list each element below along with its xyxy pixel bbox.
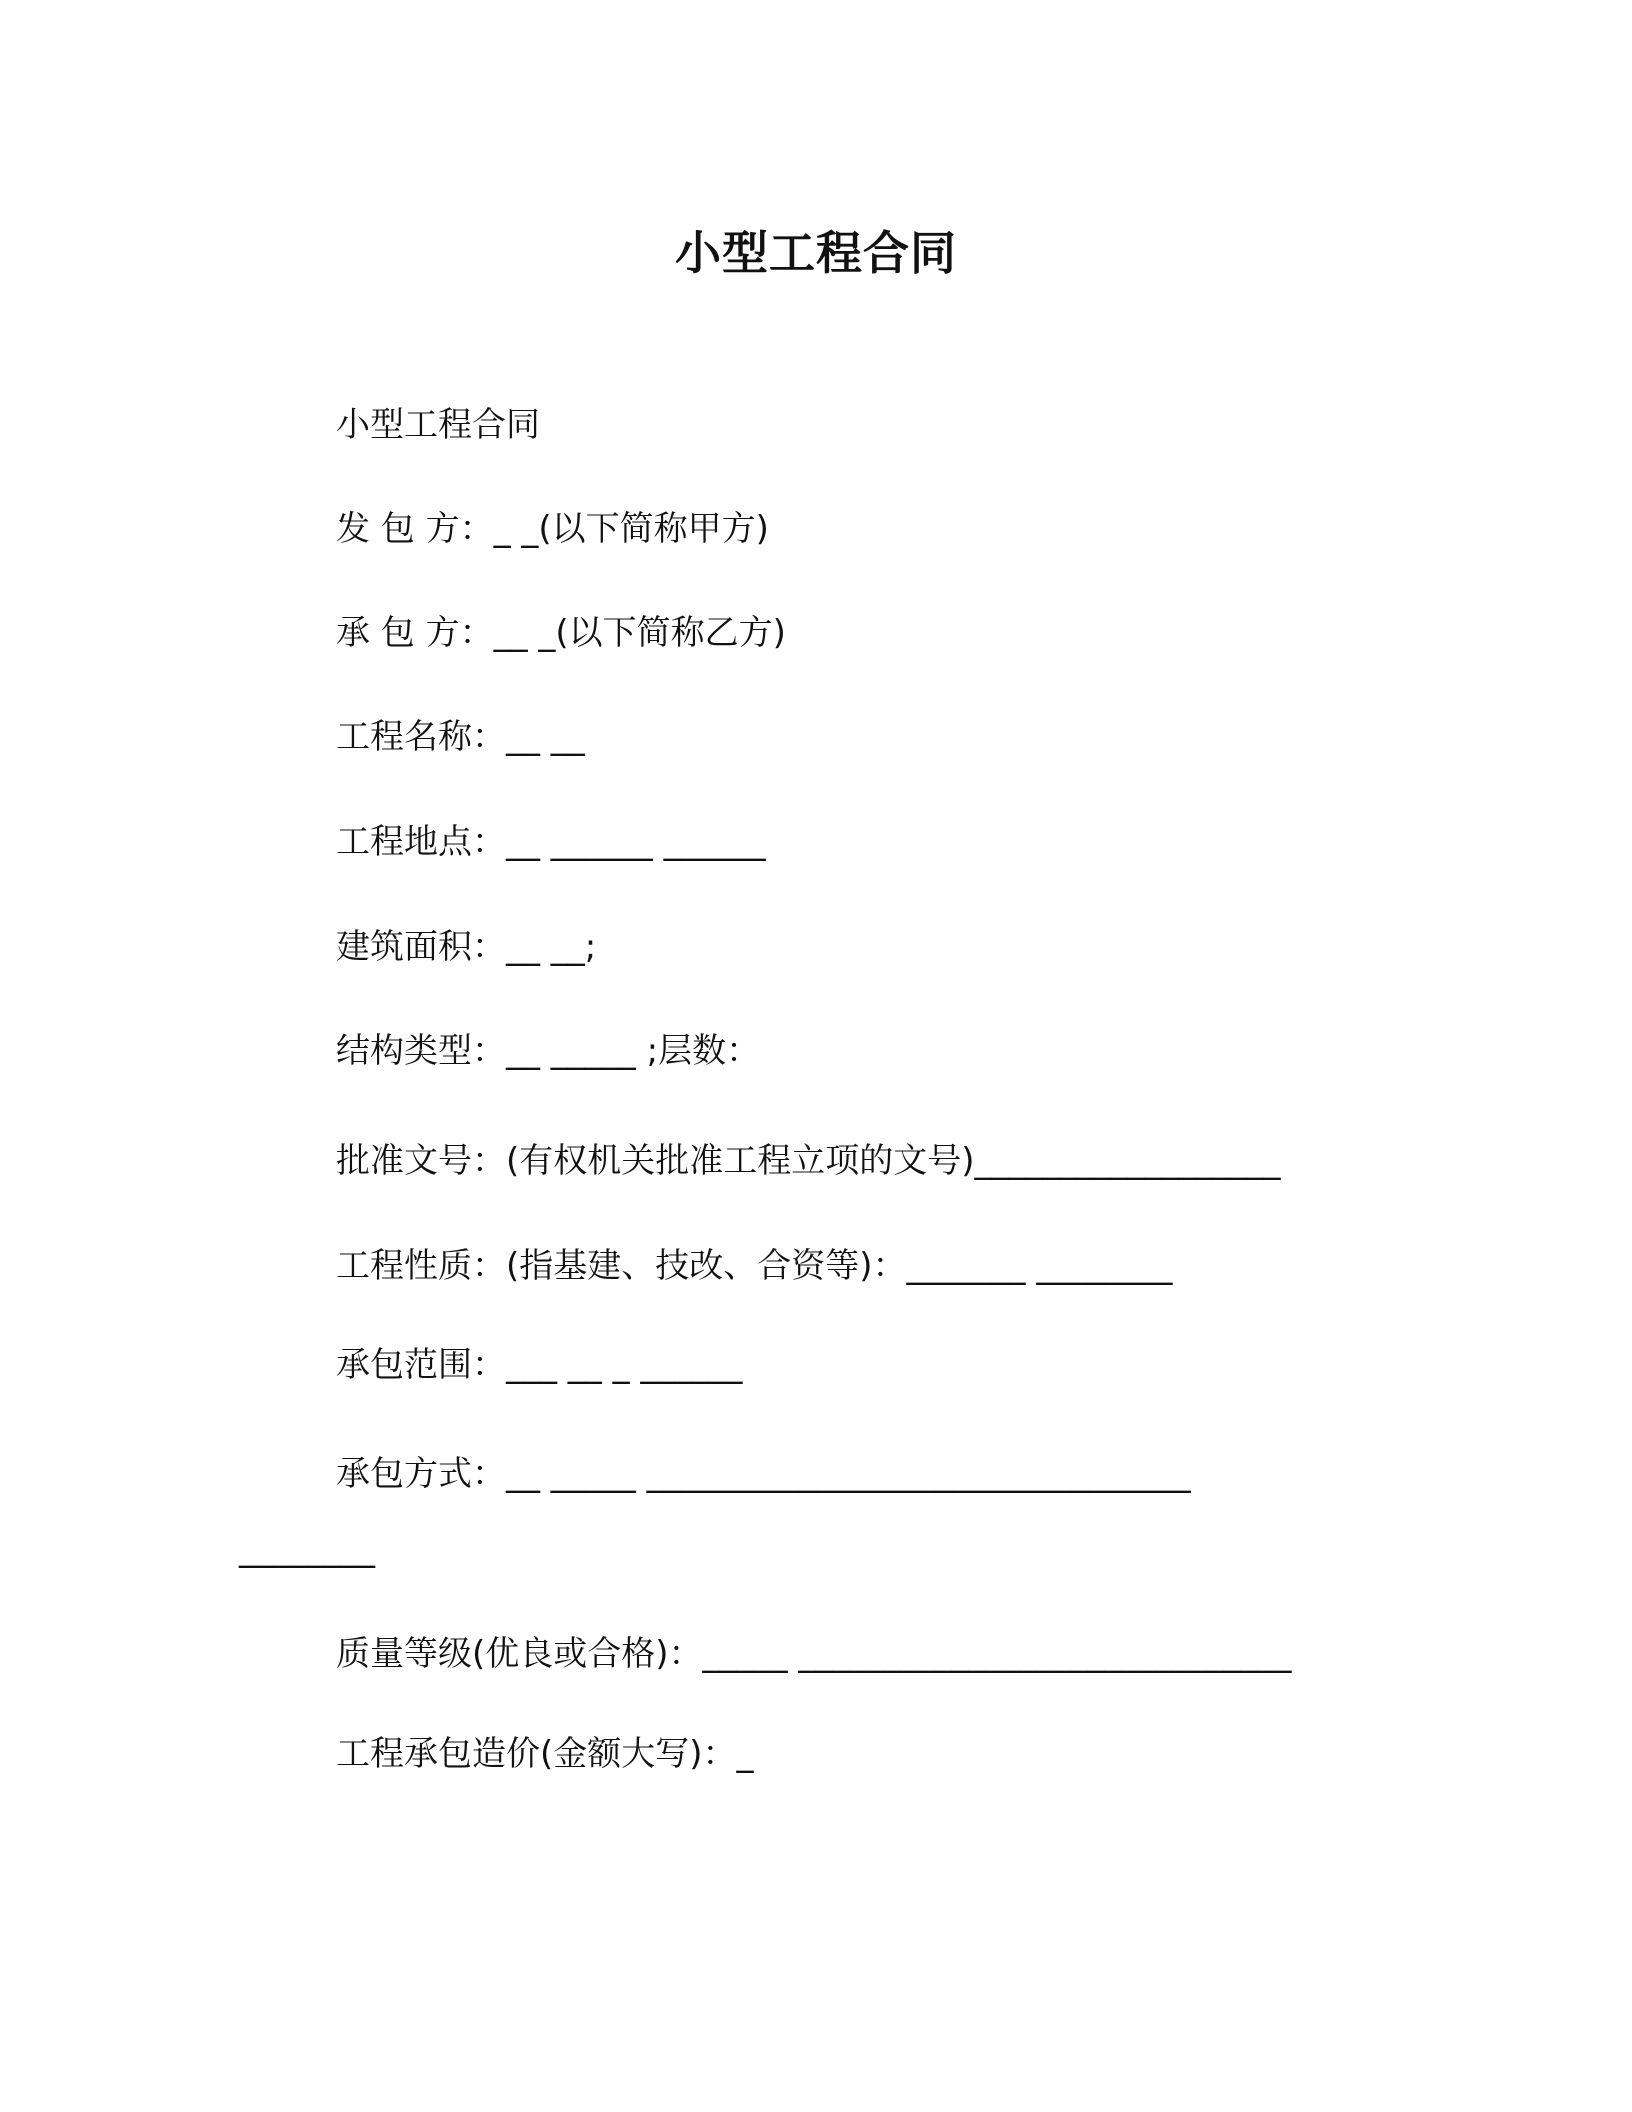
contract-method-continued: ________ <box>239 1529 375 1569</box>
quality-grade-field: 质量等级(优良或合格)：_____ _____________________________ <box>336 1634 1292 1674</box>
contract-price-field: 工程承包造价(金额大写)：_ <box>336 1734 754 1774</box>
project-location-field: 工程地点：__ ______ ______ <box>336 822 766 862</box>
contract-method-field: 承包方式：__ _____ ________________________________ <box>336 1454 1191 1494</box>
approval-number-field: 批准文号：(有权机关批准工程立项的文号)__________________ <box>336 1141 1281 1181</box>
document-title: 小型工程合同 <box>675 226 957 280</box>
project-name-field: 工程名称：__ __ <box>336 717 585 757</box>
employer-field: 发 包 方：_ _(以下简称甲方) <box>336 509 769 549</box>
contractor-field: 承 包 方：__ _(以下简称乙方) <box>336 613 786 653</box>
building-area-field: 建筑面积：__ __; <box>336 927 597 967</box>
structure-type-field: 结构类型：__ _____ ;层数： <box>336 1031 761 1071</box>
contract-heading: 小型工程合同 <box>336 405 540 445</box>
contract-scope-field: 承包范围：___ __ _ ______ <box>336 1345 743 1385</box>
project-nature-field: 工程性质：(指基建、技改、合资等)：_______ ________ <box>336 1246 1173 1286</box>
